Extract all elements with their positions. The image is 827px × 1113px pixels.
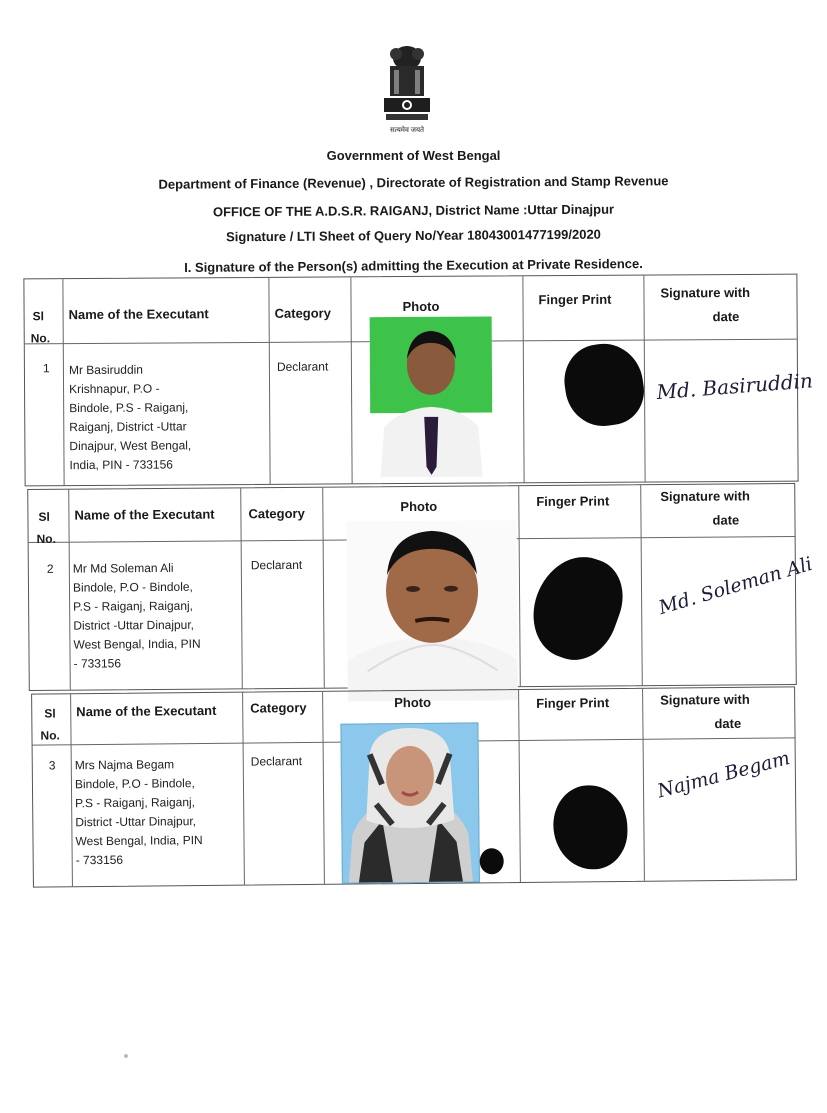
executant-name: Mr Basiruddin xyxy=(68,362,144,378)
executant-record xyxy=(23,274,814,487)
col-category-header: Category xyxy=(274,305,331,321)
col-signature-date-header: date xyxy=(714,715,742,732)
executant-sl: 1 xyxy=(42,361,50,376)
col-fingerprint-header: Finger Print xyxy=(536,695,610,711)
executant-name: Mrs Najma Begam xyxy=(74,757,175,773)
executant-address-line: Bindole, P.S - Raiganj, xyxy=(69,400,189,416)
col-sl-header: Sl xyxy=(32,309,44,324)
executant-address-line: Dinajpur, West Bengal, xyxy=(69,438,192,454)
section-title: I. Signature of the Person(s) admitting the Execution at Private Residence. xyxy=(184,255,643,276)
executant-address-line: West Bengal, India, PIN xyxy=(73,636,201,652)
col-fingerprint-header: Finger Print xyxy=(538,291,612,308)
executant-photo xyxy=(346,520,517,701)
office-title: OFFICE OF THE A.D.S.R. RAIGANJ, District Name :Uttar Dinajpur xyxy=(212,201,615,220)
col-signature-header: Signature with xyxy=(660,691,750,708)
government-title: Government of West Bengal xyxy=(326,148,501,163)
col-sl-header: Sl xyxy=(38,509,50,524)
col-no-header: No. xyxy=(36,531,57,546)
col-no-header: No. xyxy=(30,331,51,346)
executant-category: Declarant xyxy=(276,359,329,374)
executant-address-line: P.S - Raiganj, Raiganj, xyxy=(73,598,194,614)
col-photo-header: Photo xyxy=(400,498,438,515)
executant-sl: 2 xyxy=(46,561,54,576)
svg-text:Najma Begam: Najma Begam xyxy=(655,746,793,803)
col-photo-header: Photo xyxy=(394,694,432,711)
signature-mark xyxy=(646,723,797,803)
fingerprint-mark xyxy=(480,848,504,874)
executant-name: Mr Md Soleman Ali xyxy=(72,560,174,576)
col-category-header: Category xyxy=(250,700,307,716)
executant-photo xyxy=(340,722,480,883)
col-sl-header: Sl xyxy=(44,706,56,721)
executant-record xyxy=(27,483,815,691)
state-emblem-icon xyxy=(372,40,442,136)
signature-mark xyxy=(651,368,814,412)
scan-speck xyxy=(124,1054,128,1058)
executant-address-line: District -Uttar Dinajpur, xyxy=(75,814,197,830)
executant-category: Declarant xyxy=(250,754,303,769)
executant-address-line: Raiganj, District -Uttar xyxy=(69,419,187,435)
col-photo-header: Photo xyxy=(402,298,440,315)
col-name-header: Name of the Executant xyxy=(68,306,209,323)
col-category-header: Category xyxy=(248,505,305,522)
executant-address-line: - 733156 xyxy=(75,852,124,868)
col-no-header: No. xyxy=(40,728,60,743)
executant-address-line: Bindole, P.O - Bindole, xyxy=(74,776,195,792)
executant-address-line: - 733156 xyxy=(73,656,122,671)
executant-address-line: Krishnapur, P.O - xyxy=(69,381,160,397)
svg-text:Md. Basiruddin: Md. Basiruddin xyxy=(655,368,814,405)
col-name-header: Name of the Executant xyxy=(76,702,217,720)
executant-address-line: India, PIN - 733156 xyxy=(69,457,173,473)
executant-photo xyxy=(370,317,493,478)
emblem-caption: सत्यमेव जयते xyxy=(389,127,425,134)
executant-category: Declarant xyxy=(250,557,303,573)
col-name-header: Name of the Executant xyxy=(74,506,215,523)
executant-address-line: District -Uttar Dinajpur, xyxy=(73,617,195,633)
col-signature-header: Signature with xyxy=(660,488,750,505)
executant-address-line: West Bengal, India, PIN xyxy=(75,833,203,849)
query-title: Signature / LTI Sheet of Query No/Year 18043001477199/2020 xyxy=(226,226,601,245)
col-signature-header: Signature with xyxy=(660,284,751,301)
department-title: Department of Finance (Revenue) , Directorate of Registration and Stamp Revenue xyxy=(158,173,669,192)
svg-text:Md. Soleman Ali: Md. Soleman Ali xyxy=(656,552,815,620)
signature-mark xyxy=(649,544,815,620)
executant-record xyxy=(31,686,797,887)
executant-address-line: Bindole, P.O - Bindole, xyxy=(72,579,193,595)
col-signature-date-header: date xyxy=(712,512,740,528)
col-signature-date-header: date xyxy=(712,308,740,325)
executant-sl: 3 xyxy=(48,758,56,773)
executant-address-line: P.S - Raiganj, Raiganj, xyxy=(75,795,196,811)
col-fingerprint-header: Finger Print xyxy=(536,493,610,510)
